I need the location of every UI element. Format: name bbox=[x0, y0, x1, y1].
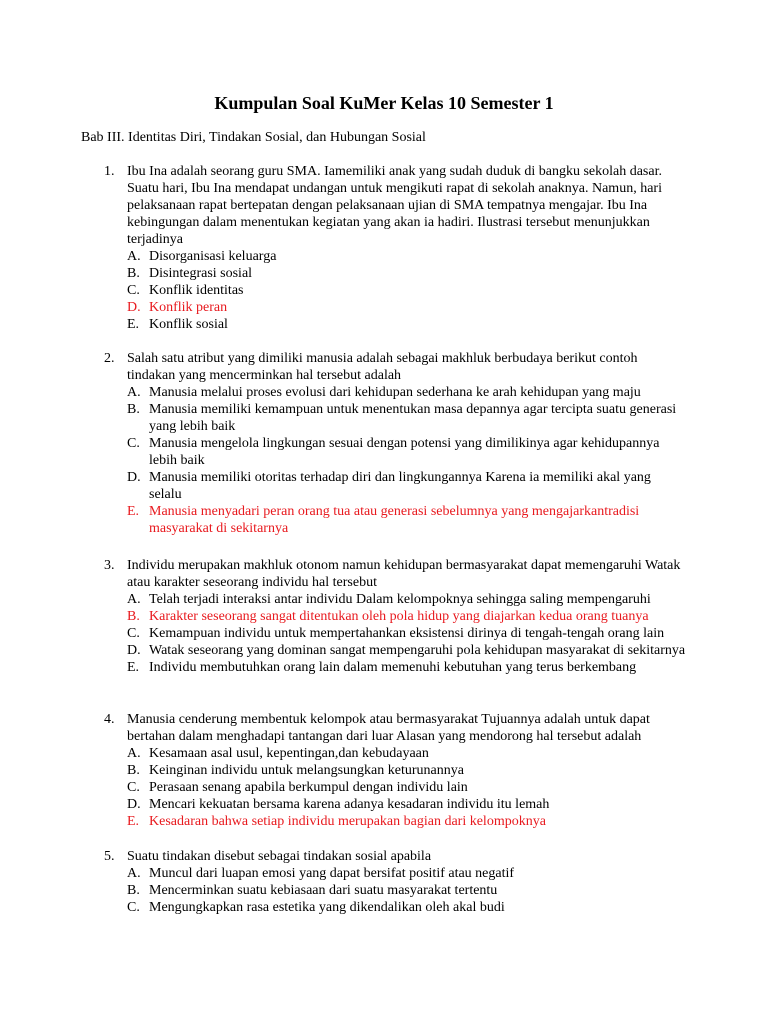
question-text: Suatu tindakan disebut sebagai tindakan sosial apabila bbox=[127, 849, 432, 864]
question-text: Manusia cenderung membentuk kelompok atau bermasyarakat Tujuannya adalah untuk dapat bertahan dalam menghadapi tantangan dari luar Alasan yang mendorong hal tersebut adalah bbox=[127, 712, 650, 744]
option-label: D. bbox=[127, 300, 141, 315]
document-title: Kumpulan Soal KuMer Kelas 10 Semester 1 bbox=[214, 93, 554, 113]
question-text: Salah satu atribut yang dimiliki manusia adalah sebagai makhluk berbudaya berikut contoh tindakan yang mencerminkan hal tersebut adalah bbox=[127, 351, 638, 383]
option-d bbox=[127, 469, 687, 503]
option-label: D. bbox=[127, 470, 141, 485]
option-text: Kemampuan individu untuk mempertahankan eksistensi dirinya di tengah-tengah orang lain bbox=[149, 626, 665, 641]
question-text: Individu merupakan makhluk otonom namun kehidupan bermasyarakat dapat memengaruhi Watak atau karakter seseorang individu hal tersebut bbox=[127, 558, 681, 590]
option-a bbox=[127, 745, 687, 762]
option-c bbox=[127, 899, 687, 916]
option-text: Watak seseorang yang dominan sangat mempengaruhi pola kehidupan masyarakat di sekitarnya bbox=[149, 643, 686, 658]
option-text: Konflik identitas bbox=[149, 283, 244, 298]
option-b-correct-answer bbox=[127, 608, 687, 625]
option-a bbox=[127, 384, 687, 401]
option-label: C. bbox=[127, 283, 140, 298]
option-d bbox=[127, 642, 687, 659]
option-text: Karakter seseorang sangat ditentukan oleh pola hidup yang diajarkan kedua orang tuanya bbox=[149, 609, 649, 624]
option-c bbox=[127, 435, 687, 469]
option-e-correct-answer bbox=[127, 503, 687, 537]
option-label: E. bbox=[127, 504, 140, 519]
option-label: A. bbox=[127, 592, 141, 607]
option-text: Kesamaan asal usul, kepentingan,dan kebudayaan bbox=[149, 746, 429, 761]
option-e-correct-answer bbox=[127, 813, 687, 830]
option-text: Konflik peran bbox=[149, 300, 228, 315]
option-label: B. bbox=[127, 883, 140, 898]
question-4 bbox=[0, 711, 768, 830]
option-b bbox=[127, 762, 687, 779]
option-c bbox=[127, 282, 687, 299]
question-number: 5. bbox=[104, 849, 115, 864]
option-label: E. bbox=[127, 317, 140, 332]
option-label: A. bbox=[127, 866, 141, 881]
option-text: Keinginan individu untuk melangsungkan keturunannya bbox=[149, 763, 464, 778]
option-text: Manusia memiliki kemampuan untuk menentukan masa depannya agar tercipta suatu generasi yang lebih baik bbox=[149, 402, 677, 434]
question-3 bbox=[0, 557, 768, 676]
option-e bbox=[127, 316, 687, 333]
option-label: C. bbox=[127, 900, 140, 915]
option-text: Muncul dari luapan emosi yang dapat bersifat positif atau negatif bbox=[149, 866, 515, 881]
option-label: B. bbox=[127, 266, 140, 281]
option-text: Telah terjadi interaksi antar individu Dalam kelompoknya sehingga saling mempengaruhi bbox=[149, 592, 651, 607]
option-label: D. bbox=[127, 643, 141, 658]
option-label: E. bbox=[127, 660, 140, 675]
question-text: Ibu Ina adalah seorang guru SMA. Iamemiliki anak yang sudah duduk di bangku sekolah dasar. Suatu hari, Ibu Ina mendapat undangan untuk mengikuti rapat di sekolah anaknya. Namun, hari pelaksanaan rapat bertepatan dengan pelaksanaan ujian di SMA tempatnya mengajar. Ibu Ina kebingungan dalam menentukan kegiatan yang akan ia hadiri. Ilustrasi tersebut menunjukkan terjadinya bbox=[127, 164, 662, 247]
option-label: B. bbox=[127, 763, 140, 778]
option-label: C. bbox=[127, 626, 140, 641]
option-text: Manusia menyadari peran orang tua atau generasi sebelumnya yang mengajarkantradisi masyarakat di sekitarnya bbox=[149, 504, 640, 536]
option-label: A. bbox=[127, 249, 141, 264]
option-text: Perasaan senang apabila berkumpul dengan individu lain bbox=[149, 780, 468, 795]
question-number: 1. bbox=[104, 164, 115, 179]
option-label: C. bbox=[127, 436, 140, 451]
option-label: B. bbox=[127, 402, 140, 417]
option-text: Disintegrasi sosial bbox=[149, 266, 253, 281]
option-c bbox=[127, 625, 687, 642]
option-text: Konflik sosial bbox=[149, 317, 228, 332]
option-label: A. bbox=[127, 746, 141, 761]
option-b bbox=[127, 882, 687, 899]
option-text: Mencari kekuatan bersama karena adanya kesadaran individu itu lemah bbox=[149, 797, 550, 812]
option-b bbox=[127, 401, 687, 435]
question-5 bbox=[0, 848, 768, 916]
option-text: Individu membutuhkan orang lain dalam memenuhi kebutuhan yang terus berkembang bbox=[149, 660, 637, 675]
option-text: Manusia melalui proses evolusi dari kehidupan sederhana ke arah kehidupan yang maju bbox=[149, 385, 641, 400]
option-text: Manusia mengelola lingkungan sesuai dengan potensi yang dimilikinya agar kehidupannya lebih baik bbox=[149, 436, 660, 468]
option-text: Manusia memiliki otoritas terhadap diri dan lingkungannya Karena ia memiliki akal yang selalu bbox=[149, 470, 651, 502]
option-text: Mengungkapkan rasa estetika yang dikendalikan oleh akal budi bbox=[149, 900, 505, 915]
option-d-correct-answer bbox=[127, 299, 687, 316]
question-1 bbox=[0, 163, 768, 333]
option-e bbox=[127, 659, 687, 676]
option-c bbox=[127, 779, 687, 796]
question-number: 4. bbox=[104, 712, 115, 727]
option-label: E. bbox=[127, 814, 140, 829]
question-number: 2. bbox=[104, 351, 115, 366]
option-label: C. bbox=[127, 780, 140, 795]
option-text: Disorganisasi keluarga bbox=[149, 249, 277, 264]
option-label: B. bbox=[127, 609, 140, 624]
option-a bbox=[127, 248, 687, 265]
option-a bbox=[127, 865, 687, 882]
option-d bbox=[127, 796, 687, 813]
option-label: A. bbox=[127, 385, 141, 400]
option-a bbox=[127, 591, 687, 608]
question-2 bbox=[0, 350, 768, 537]
option-b bbox=[127, 265, 687, 282]
option-label: D. bbox=[127, 797, 141, 812]
question-number: 3. bbox=[104, 558, 115, 573]
chapter-heading: Bab III. Identitas Diri, Tindakan Sosial, dan Hubungan Sosial bbox=[81, 130, 426, 145]
option-text: Kesadaran bahwa setiap individu merupakan bagian dari kelompoknya bbox=[149, 814, 546, 829]
option-text: Mencerminkan suatu kebiasaan dari suatu masyarakat tertentu bbox=[149, 883, 498, 898]
